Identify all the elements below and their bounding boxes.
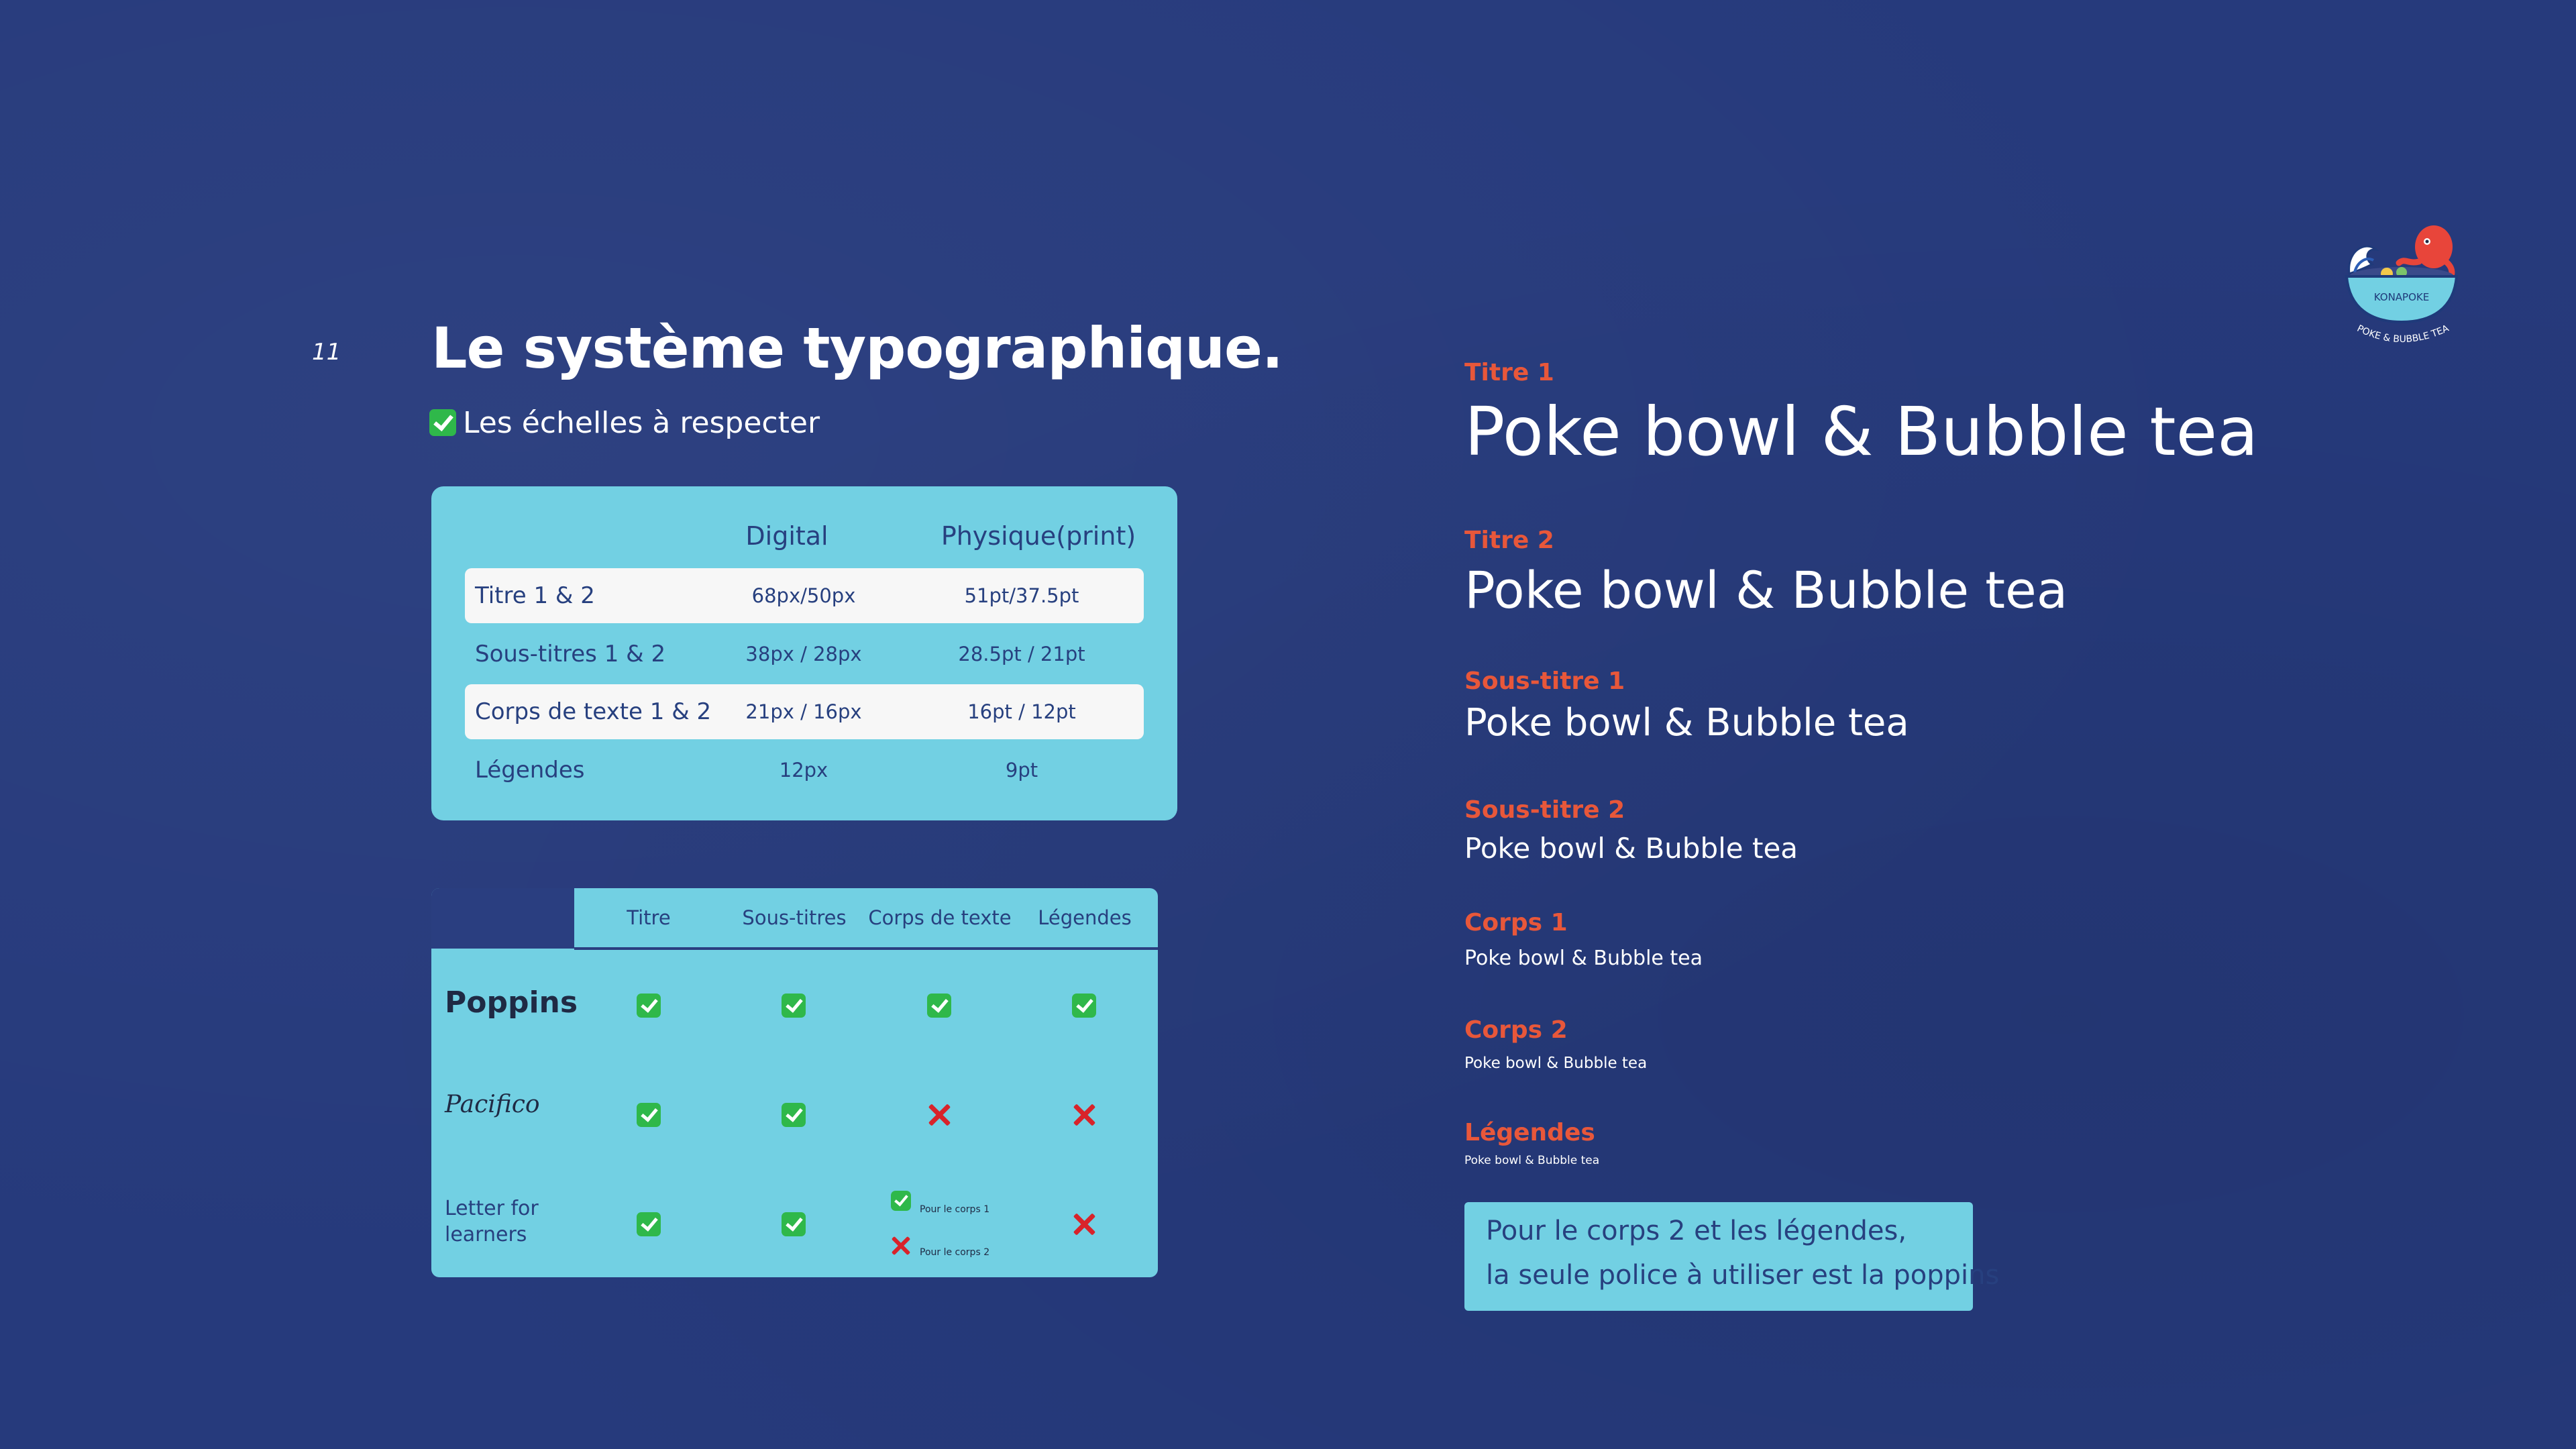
font-name-pacifico: Pacifico <box>445 1091 540 1118</box>
column-header-titre: Titre <box>627 906 671 929</box>
row-label: Titre 1 & 2 <box>475 582 595 609</box>
logo-tagline: POKE & BUBBLE TEA <box>2355 323 2451 345</box>
column-header-print: Physique(print) <box>941 521 1136 551</box>
section-subtitle <box>429 406 820 440</box>
note-box <box>1464 1202 2000 1311</box>
column-header-legendes: Légendes <box>1038 906 1132 929</box>
column-header-sous-titres: Sous-titres <box>742 906 847 929</box>
specimen-label-titre-1: Titre 1 <box>1464 359 1554 386</box>
table-corner <box>431 888 574 949</box>
check-mark-icon <box>637 1103 661 1127</box>
cross-mark-icon <box>927 1103 951 1127</box>
print-value: 28.5pt / 21pt <box>958 643 1085 665</box>
check-mark-icon <box>927 994 951 1018</box>
font-name-line: learners <box>445 1223 527 1246</box>
konapoke-logo <box>2334 215 2469 362</box>
check-mark-icon <box>429 409 456 436</box>
specimen-label-sous-titre-2: Sous-titre 2 <box>1464 796 1625 824</box>
font-name-poppins: Poppins <box>445 985 578 1020</box>
note-corps-2: Pour le corps 2 <box>920 1247 990 1258</box>
check-mark-icon <box>1072 994 1096 1018</box>
cross-mark-icon <box>1072 1103 1096 1127</box>
specimen-label-corps-1: Corps 1 <box>1464 909 1568 936</box>
check-mark-icon <box>782 1103 806 1127</box>
digital-value: 21px / 16px <box>745 700 862 723</box>
svg-text:POKE & BUBBLE TEA <box>2355 323 2451 345</box>
logo-graphic <box>2334 215 2469 362</box>
specimen-sample-sous-titre-1: Poke bowl & Bubble tea <box>1464 701 1909 745</box>
cross-mark-icon <box>891 1236 911 1256</box>
page-number: 11 <box>312 339 341 366</box>
note-line: la seule police à utiliser est la poppins <box>1486 1260 2000 1291</box>
table-row <box>465 568 1144 623</box>
specimen-label-titre-2: Titre 2 <box>1464 527 1554 554</box>
font-usage-table <box>431 888 1158 1277</box>
specimen-sample-corps-2: Poke bowl & Bubble tea <box>1464 1055 1648 1072</box>
scale-table <box>431 486 1177 820</box>
digital-value: 68px/50px <box>751 584 856 607</box>
row-label: Légendes <box>475 757 585 784</box>
font-name-letter-for-learners <box>445 1195 539 1248</box>
logo-name: KONAPOKE <box>2373 291 2430 303</box>
check-mark-icon <box>782 1212 806 1236</box>
print-value: 51pt/37.5pt <box>964 584 1079 607</box>
header-divider <box>574 947 1158 950</box>
table-row <box>465 627 1144 682</box>
digital-value: 38px / 28px <box>745 643 862 665</box>
subtitle-text: Les échelles à respecter <box>463 406 820 440</box>
check-mark-icon <box>891 1191 911 1211</box>
print-value: 16pt / 12pt <box>967 700 1076 723</box>
page-title: Le système typographique. <box>431 315 1283 381</box>
row-label: Sous-titres 1 & 2 <box>475 641 666 667</box>
specimen-label-sous-titre-1: Sous-titre 1 <box>1464 667 1625 695</box>
cross-mark-icon <box>1072 1212 1096 1236</box>
note-corps-1: Pour le corps 1 <box>920 1204 990 1215</box>
specimen-sample-sous-titre-2: Poke bowl & Bubble tea <box>1464 832 1799 865</box>
specimen-label-corps-2: Corps 2 <box>1464 1016 1568 1044</box>
check-mark-icon <box>637 994 661 1018</box>
column-header-digital: Digital <box>745 521 828 551</box>
specimen-sample-corps-1: Poke bowl & Bubble tea <box>1464 947 1703 970</box>
font-name-line: Letter for <box>445 1197 539 1220</box>
specimen-sample-legendes: Poke bowl & Bubble tea <box>1464 1154 1600 1167</box>
specimen-label-legendes: Légendes <box>1464 1119 1595 1146</box>
table-row <box>465 684 1144 739</box>
table-row <box>465 743 1144 798</box>
row-label: Corps de texte 1 & 2 <box>475 698 712 725</box>
specimen-sample-titre-2: Poke bowl & Bubble tea <box>1464 560 2068 620</box>
print-value: 9pt <box>1005 759 1038 782</box>
specimen-sample-titre-1: Poke bowl & Bubble tea <box>1464 392 2259 471</box>
check-mark-icon <box>637 1212 661 1236</box>
note-line: Pour le corps 2 et les légendes, <box>1486 1216 1907 1246</box>
check-mark-icon <box>782 994 806 1018</box>
column-header-corps: Corps de texte <box>868 906 1012 929</box>
digital-value: 12px <box>779 759 828 782</box>
